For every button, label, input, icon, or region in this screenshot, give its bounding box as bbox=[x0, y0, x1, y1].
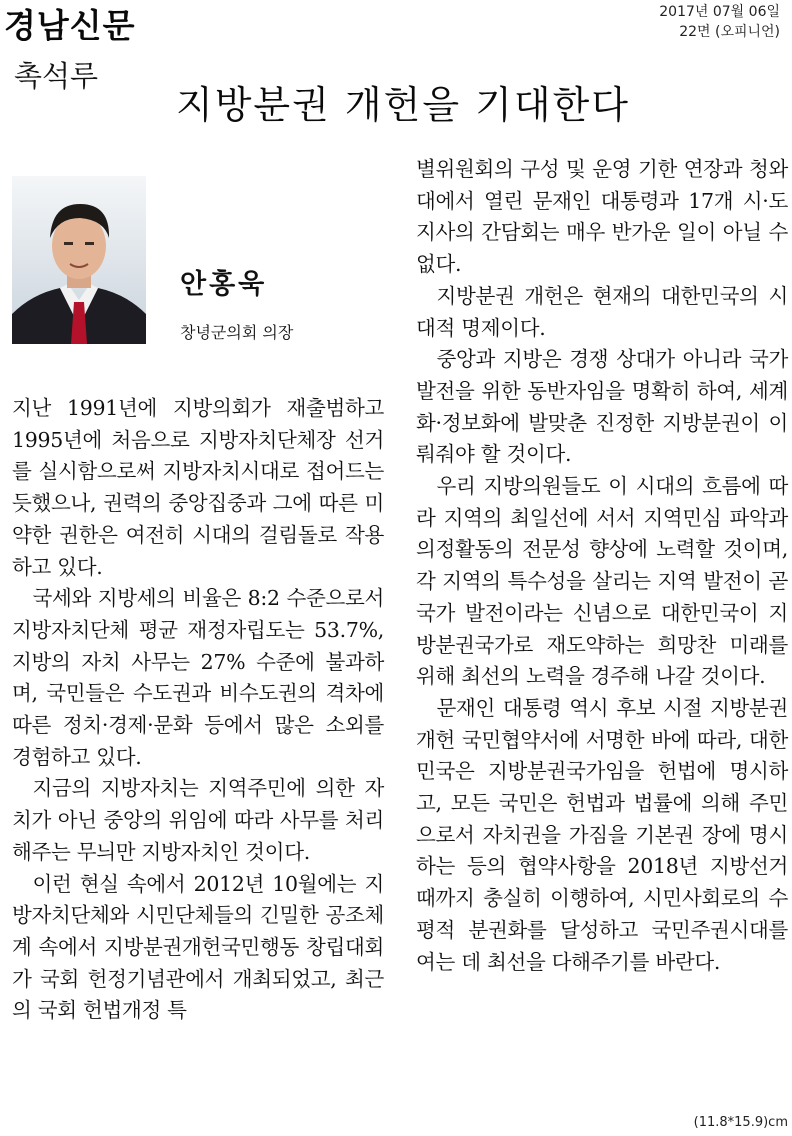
article-paragraph: 지난 1991년에 지방의회가 재출범하고 1995년에 처음으로 지방자치단체장 선거를 실시함으로써 지방자치시대로 접어드는 듯했으나, 권력의 중앙집중과 그에 따른 미약한 권한은 여전히 시대의 걸림돌로 작용하고 있다. bbox=[12, 396, 384, 579]
article-paragraph: 이런 현실 속에서 2012년 10월에는 지방자치단체와 시민단체들의 긴밀한 공조체계 속에서 지방분권개헌국민행동 창립대회가 국회 헌정기념관에서 개최되었고, 최근의 국회 헌법개정 특 bbox=[12, 871, 384, 1023]
article-paragraph: 국세와 지방세의 비율은 8:2 수준으로서 지방자치단체 평균 재정자립도는 53.7%, 지방의 자치 사무는 27% 수준에 불과하며, 국민들은 수도권과 비수도권의 격차에 따른 정치·경제·문화 등에서 많은 소외를 경험하고 있다. bbox=[12, 586, 384, 769]
article-paragraph: 중앙과 지방은 경쟁 상대가 아니라 국가 발전을 위한 동반자임을 명확히 하여, 세계화·정보화에 발맞춘 진정한 지방분권이 이뤄줘야 할 것이다. bbox=[416, 347, 788, 467]
article-column-left bbox=[12, 393, 384, 1027]
author-title: 창녕군의회 의장 bbox=[180, 323, 294, 342]
newspaper-masthead: 경남신문 bbox=[4, 6, 136, 45]
publication-meta bbox=[659, 2, 780, 42]
column-name: 촉석루 bbox=[14, 59, 99, 93]
author-name: 안홍욱 bbox=[180, 269, 268, 300]
article-paragraph: 지금의 지방자치는 지역주민에 의한 자치가 아닌 중앙의 위임에 따라 사무를 처리해주는 무늬만 지방자치인 것이다. bbox=[12, 776, 384, 864]
publication-page: 22면 (오피니언) bbox=[679, 24, 780, 40]
clipping-size-note: (11.8*15.9)cm bbox=[693, 1115, 788, 1130]
article-paragraph: 우리 지방의원들도 이 시대의 흐름에 따라 지역의 최일선에 서서 지역민심 파악과 의정활동의 전문성 향상에 노력할 것이며, 각 지역의 특수성을 살리는 지역 발전이 곧 국가 발전이라는 신념으로 대한민국이 지방분권국가로 재도약하는 희망찬 미래를 위해 최선의 노력을 경주해 나갈 것이다. bbox=[416, 474, 788, 689]
portrait-photo-icon bbox=[12, 176, 146, 344]
article-paragraph: 문재인 대통령 역시 후보 시절 지방분권 개헌 국민협약서에 서명한 바에 따라, 대한민국은 지방분권국가임을 헌법에 명시하고, 모든 국민은 헌법과 법률에 의해 주민으로서 자치권을 가짐을 기본권 장에 명시하는 등의 협약사항을 2018년 지방선거 때까지 충실히 이행하여, 시민사회로의 수평적 분권화를 달성하고 국민주권시대를 여는 데 최선을 다해주기를 바란다. bbox=[416, 695, 788, 974]
article-paragraph: 지방분권 개헌은 현재의 대한민국의 시대적 명제이다. bbox=[416, 283, 788, 340]
headline: 지방분권 개헌을 기대한다 bbox=[176, 83, 630, 127]
article-paragraph: 별위원회의 구성 및 운영 기한 연장과 청와대에서 열린 문재인 대통령과 17개 시·도지사의 간담회는 매우 반가운 일이 아닐 수 없다. bbox=[416, 157, 788, 277]
author-photo bbox=[12, 176, 146, 344]
article-column-right bbox=[416, 154, 788, 978]
publication-date: 2017년 07월 06일 bbox=[659, 4, 780, 20]
